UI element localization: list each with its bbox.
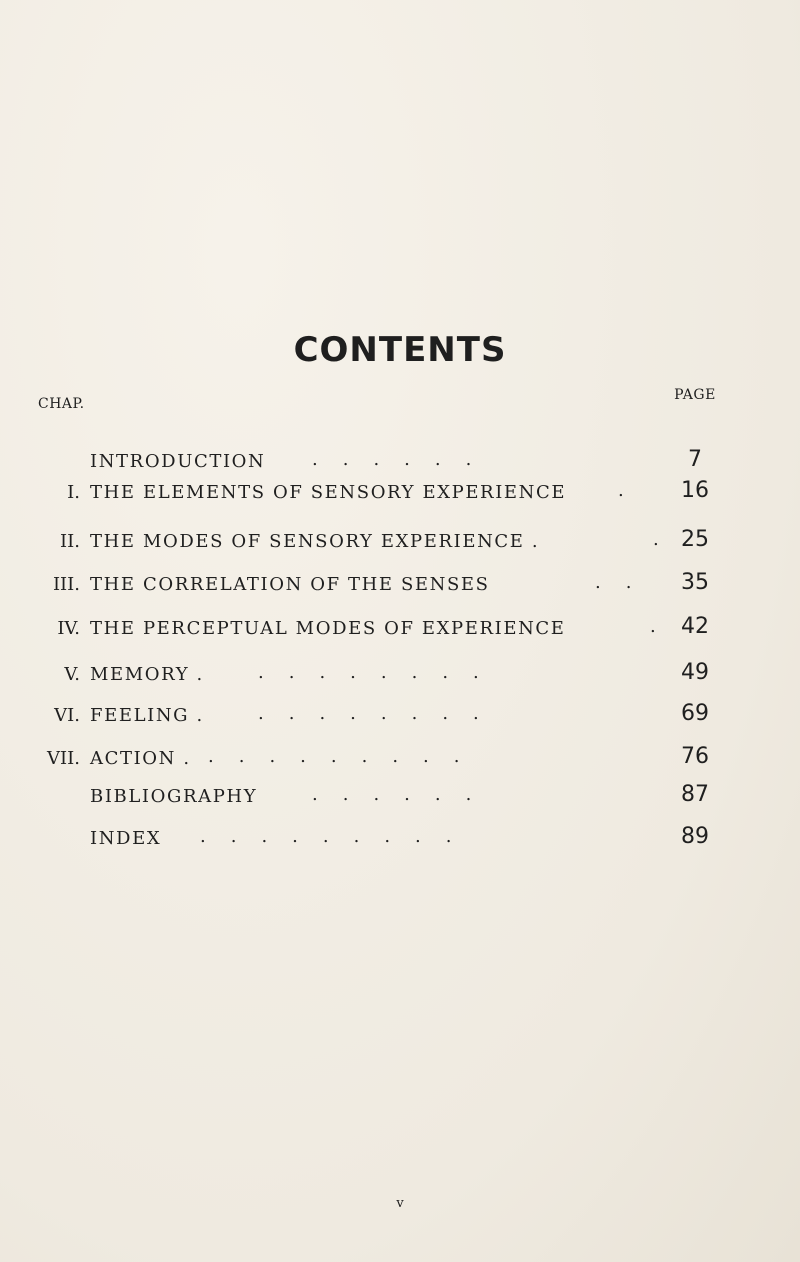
toc-entry-bibliography: [0, 782, 800, 812]
page-number: 69: [681, 701, 709, 726]
dot-leaders: .........: [208, 746, 485, 767]
page-number: 16: [681, 478, 709, 503]
toc-entry-introduction: [0, 447, 800, 477]
page-number: 7: [688, 447, 702, 472]
chapter-title: THE ELEMENTS OF SENSORY EXPERIENCE: [90, 482, 567, 503]
chap-column-header: CHAP.: [38, 396, 85, 412]
chapter-title: INDEX: [90, 828, 162, 849]
chapter-number: VII.: [47, 748, 80, 769]
dot-leaders: ........: [258, 703, 504, 724]
chapter-title: FEELING .: [90, 705, 204, 726]
dot-leaders: ........: [258, 662, 504, 683]
chapter-title: THE CORRELATION OF THE SENSES: [90, 574, 490, 595]
chapter-number: VI.: [54, 705, 80, 726]
toc-entry-chapter-1: [0, 478, 800, 508]
page-number: 87: [681, 782, 709, 807]
dot-leaders: .........: [200, 826, 477, 847]
toc-entry-chapter-3: [0, 570, 800, 600]
dot-leaders: ......: [312, 449, 497, 470]
chapter-number: II.: [60, 531, 80, 552]
page-number: 89: [681, 824, 709, 849]
chapter-title: INTRODUCTION: [90, 451, 266, 472]
chapter-number: I.: [67, 482, 80, 503]
page-column-header: PAGE: [674, 387, 716, 403]
toc-entry-chapter-6: [0, 701, 800, 731]
toc-entry-chapter-4: [0, 614, 800, 644]
dot-leaders: ......: [312, 784, 497, 805]
chapter-number: IV.: [57, 618, 80, 639]
dot-leaders: .: [653, 529, 684, 550]
chapter-title: THE MODES OF SENSORY EXPERIENCE .: [90, 531, 540, 552]
dot-leaders: .: [618, 480, 649, 501]
dot-leaders: ..: [595, 572, 657, 593]
chapter-title: MEMORY .: [90, 664, 204, 685]
page-title: CONTENTS: [293, 330, 507, 370]
chapter-number: V.: [64, 664, 80, 685]
toc-entry-chapter-5: [0, 660, 800, 690]
page-number: 42: [681, 614, 709, 639]
chapter-title: BIBLIOGRAPHY: [90, 786, 258, 807]
page-number: 35: [681, 570, 709, 595]
chapter-title: THE PERCEPTUAL MODES OF EXPERIENCE: [90, 618, 566, 639]
page-folio: v: [396, 1196, 404, 1211]
toc-entry-chapter-2: [0, 527, 800, 557]
chapter-number: III.: [52, 574, 80, 595]
toc-entry-index: [0, 824, 800, 854]
toc-entry-chapter-7: [0, 744, 800, 774]
dot-leaders: .: [650, 616, 681, 637]
page-number: 76: [681, 744, 709, 769]
page-number: 25: [681, 527, 709, 552]
page-number: 49: [681, 660, 709, 685]
chapter-title: ACTION .: [90, 748, 191, 769]
